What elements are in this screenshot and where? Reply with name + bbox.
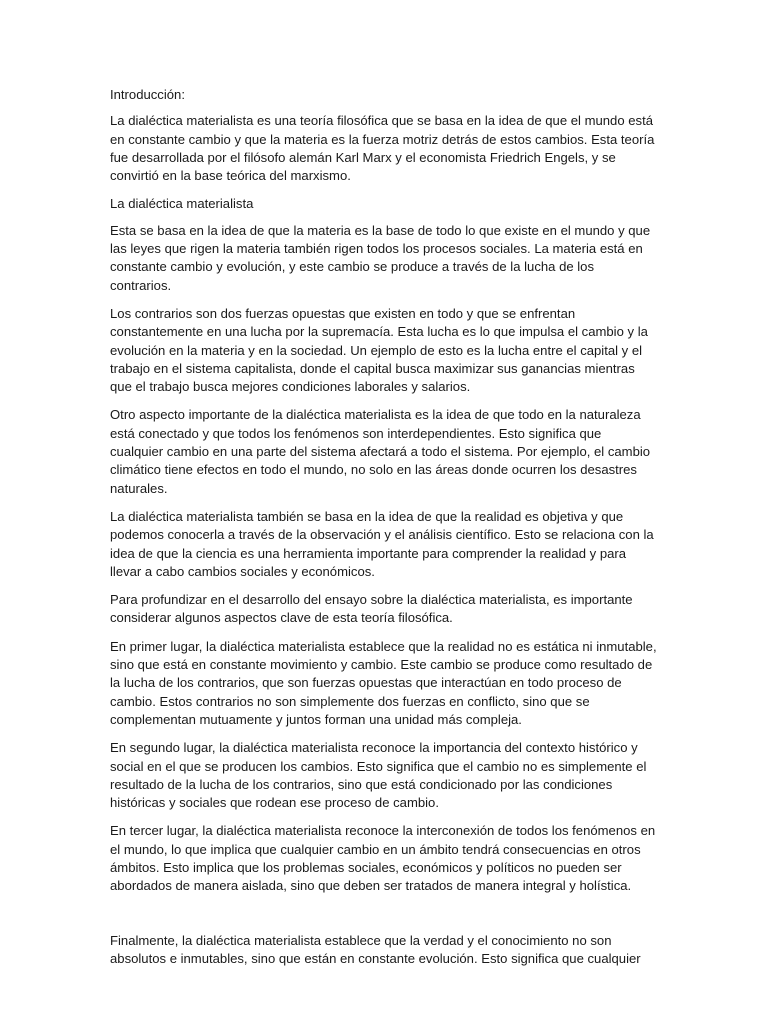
intro-heading: Introducción: — [110, 87, 185, 102]
paragraph-6: Para profundizar en el desarrollo del ensayo sobre la dialéctica materialista, es importante considerar algunos aspectos clave de esta teoría filosófica. — [110, 592, 633, 626]
paragraph-10: Finalmente, la dialéctica materialista establece que la verdad y el conocimiento no son absolutos e inmutables, sino que están en constante evolución. Esto significa que cualquier — [110, 932, 641, 966]
paragraph-1: La dialéctica materialista es una teoría filosófica que se basa en la idea de que el mundo está en constante cambio y que la materia es la fuerza motriz detrás de estos cambios. Esta teoría fue desarrollada por el filósofo alemán Karl Marx y el economista Friedrich Engels, y se convirtió en la base teórica del marxismo. — [110, 113, 655, 184]
section-heading: La dialéctica materialista — [110, 196, 254, 212]
paragraph-5: La dialéctica materialista también se basa en la idea de que la realidad es objetiva y que podemos conocerla a través de la observación y el análisis científico. Esto se relaciona con la idea de que la ciencia es una herramienta importante para comprender la realidad y para llevar a cabo cambios sociales y económicos. — [110, 508, 654, 579]
paragraph-8: En segundo lugar, la dialéctica materialista reconoce la importancia del contexto histórico y social en el que se producen los cambios. Esto significa que el cambio no es simplemente el resultado de la lucha de los contrarios, sino que está condicionado por las condiciones históricas y sociales que rodean ese proceso de cambio. — [110, 740, 647, 811]
paragraph-2: Esta se basa en la idea de que la materia es la base de todo lo que existe en el mundo y que las leyes que rigen la materia también rigen todos los procesos sociales. La materia está en constante cambio y evolución, y este cambio se produce a través de la lucha de los contrarios. — [110, 222, 651, 293]
paragraph-4: Otro aspecto importante de la dialéctica materialista es la idea de que todo en la naturaleza está conectado y que todos los fenómenos son interdependientes. Esto significa que cualquier cambio en una parte del sistema afectará a todo el sistema. Por ejemplo, el cambio climático tiene efectos en todo el mundo, no solo en las áreas donde ocurren los desastres naturales. — [110, 407, 651, 496]
paragraph-7: En primer lugar, la dialéctica materialista establece que la realidad no es estática ni inmutable, sino que está en constante movimiento y cambio. Este cambio se produce como resultado de la lucha de los contrarios, que son fuerzas opuestas que interactúan en todo proceso de cambio. Estos contrarios no son simplemente dos fuerzas en conflicto, sino que se complementan mutuamente y juntos forman una unidad más compleja. — [110, 638, 657, 727]
paragraph-3: Los contrarios son dos fuerzas opuestas que existen en todo y que se enfrentan constantemente en una lucha por la supremacía. Esta lucha es lo que impulsa el cambio y la evolución en la materia y en la sociedad. Un ejemplo de esto es la lucha entre el capital y el trabajo en el sistema capitalista, donde el capital busca maximizar sus ganancias mientras que el trabajo busca mejores condiciones laborales y salarios. — [110, 305, 648, 395]
paragraph-9: En tercer lugar, la dialéctica materialista reconoce la interconexión de todos los fenómenos en el mundo, lo que implica que cualquier cambio en un ámbito tendrá consecuencias en otros ámbitos. Esto implica que los problemas sociales, económicos y políticos no pueden ser abordados de manera aislada, sino que deben ser tratados de manera integral y holística. — [110, 823, 656, 894]
paragraph-spacer — [110, 906, 658, 932]
